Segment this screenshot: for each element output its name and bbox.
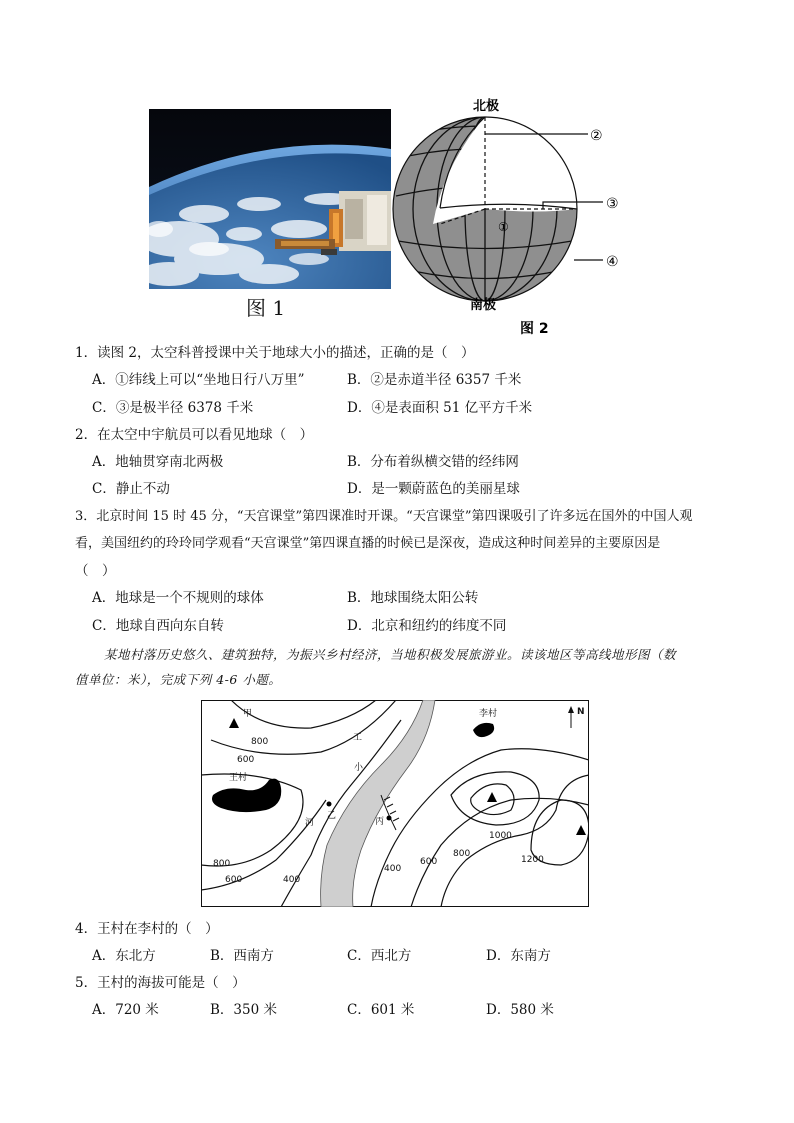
question-3-stem-line1: 3．北京时间 15 时 45 分，“天宫课堂”第四课准时开课。“天宫课堂”第四课吸引了许多远在国外的中国人观 [75, 509, 693, 524]
wang-village-label: 王村 [229, 773, 248, 783]
figure1-label: 图 1 [246, 296, 286, 320]
question-3-option-a[interactable]: A．地球是一个不规则的球体 [92, 590, 264, 606]
question-4-option-d[interactable]: D．东南方 [486, 948, 551, 964]
question-4-stem: 4．王村在李村的（ ） [75, 921, 219, 937]
figure1-photo [149, 109, 391, 289]
question-1-option-a[interactable]: A．①纬线上可以“坐地日行八万里” [92, 372, 305, 388]
question-5-stem: 5．王村的海拔可能是（ ） [75, 975, 246, 991]
contour-label: 800 [453, 849, 471, 859]
question-1-option-d[interactable]: D．④是表面积 51 亿平方千米 [347, 400, 533, 416]
question-4-option-a[interactable]: A．东北方 [92, 948, 156, 964]
contour-label: 600 [237, 755, 255, 765]
question-1-option-c[interactable]: C．③是极半径 6378 千米 [92, 400, 254, 416]
question-4-option-c[interactable]: C．西北方 [347, 948, 412, 964]
question-2-option-a[interactable]: A．地轴贯穿南北两极 [92, 454, 224, 470]
contour-label: 600 [225, 875, 243, 885]
question-2-option-b[interactable]: B．分布着纵横交错的经纬网 [347, 454, 519, 470]
figure2-label: 图 2 [520, 321, 549, 337]
river-label-char1: 小 [354, 763, 364, 773]
question-5-option-c[interactable]: C．601 米 [347, 1002, 415, 1018]
contour-label: 1200 [521, 855, 544, 865]
question-3-stem-line3: （ ） [75, 563, 116, 579]
contour-label: 800 [213, 859, 231, 869]
river-marker: 工 [353, 733, 363, 743]
contour-label: 1000 [489, 831, 512, 841]
contour-label: 600 [420, 857, 438, 867]
question-3-option-d[interactable]: D．北京和纽约的纬度不同 [347, 618, 507, 634]
river-label-char2: 河 [305, 818, 315, 828]
question-5-option-a[interactable]: A．720 米 [92, 1002, 159, 1018]
point-yi [327, 802, 332, 807]
li-village-label: 李村 [479, 709, 498, 719]
yi-label: 乙 [327, 811, 337, 821]
earth-photo-image [149, 109, 391, 289]
question-2-option-d[interactable]: D．是一颗蔚蓝色的美丽星球 [347, 481, 520, 497]
contour-label: 800 [251, 737, 269, 747]
passage-intro-line2: 值单位：米），完成下列 4-6 小题。 [75, 672, 282, 687]
question-4-option-b[interactable]: B．西南方 [210, 948, 274, 964]
marker-4: ④ [606, 254, 619, 270]
question-3-stem-line2: 看，美国纽约的玲玲同学观看“天宫课堂”第四课直播的时候已是深夜，造成这种时间差异的主要原因是 [75, 536, 661, 551]
north-pole-label: 北极 [473, 99, 500, 114]
bing-label: 丙 [375, 817, 385, 827]
question-3-option-b[interactable]: B．地球围绕太阳公转 [347, 590, 479, 606]
question-2-stem: 2．在太空中宇航员可以看见地球（ ） [75, 427, 314, 443]
south-pole-label: 南极 [470, 298, 497, 313]
marker-3: ③ [606, 196, 619, 212]
contour-label: 400 [283, 875, 301, 885]
north-label: N [577, 707, 585, 717]
globe-body [388, 96, 588, 326]
figure2-globe-diagram [388, 96, 638, 342]
question-5-option-b[interactable]: B．350 米 [210, 1002, 277, 1018]
marker-1: ① [498, 220, 509, 234]
contour-label: 400 [384, 864, 402, 874]
peak-jia-label: 甲 [243, 709, 253, 719]
point-bing [387, 816, 392, 821]
question-1-stem: 1．读图 2，太空科普授课中关于地球大小的描述，正确的是（ ） [75, 345, 475, 361]
question-2-option-c[interactable]: C．静止不动 [92, 481, 170, 497]
marker-2: ② [590, 128, 603, 144]
question-5-option-d[interactable]: D．580 米 [486, 1002, 554, 1018]
contour-map [201, 700, 589, 907]
passage-intro-line1: 某地村落历史悠久、建筑独特，为振兴乡村经济，当地积极发展旅游业。读该地区等高线地形图（数 [104, 647, 677, 662]
question-1-option-b[interactable]: B．②是赤道半径 6357 千米 [347, 372, 522, 388]
question-3-option-c[interactable]: C．地球自西向东自转 [92, 618, 224, 634]
